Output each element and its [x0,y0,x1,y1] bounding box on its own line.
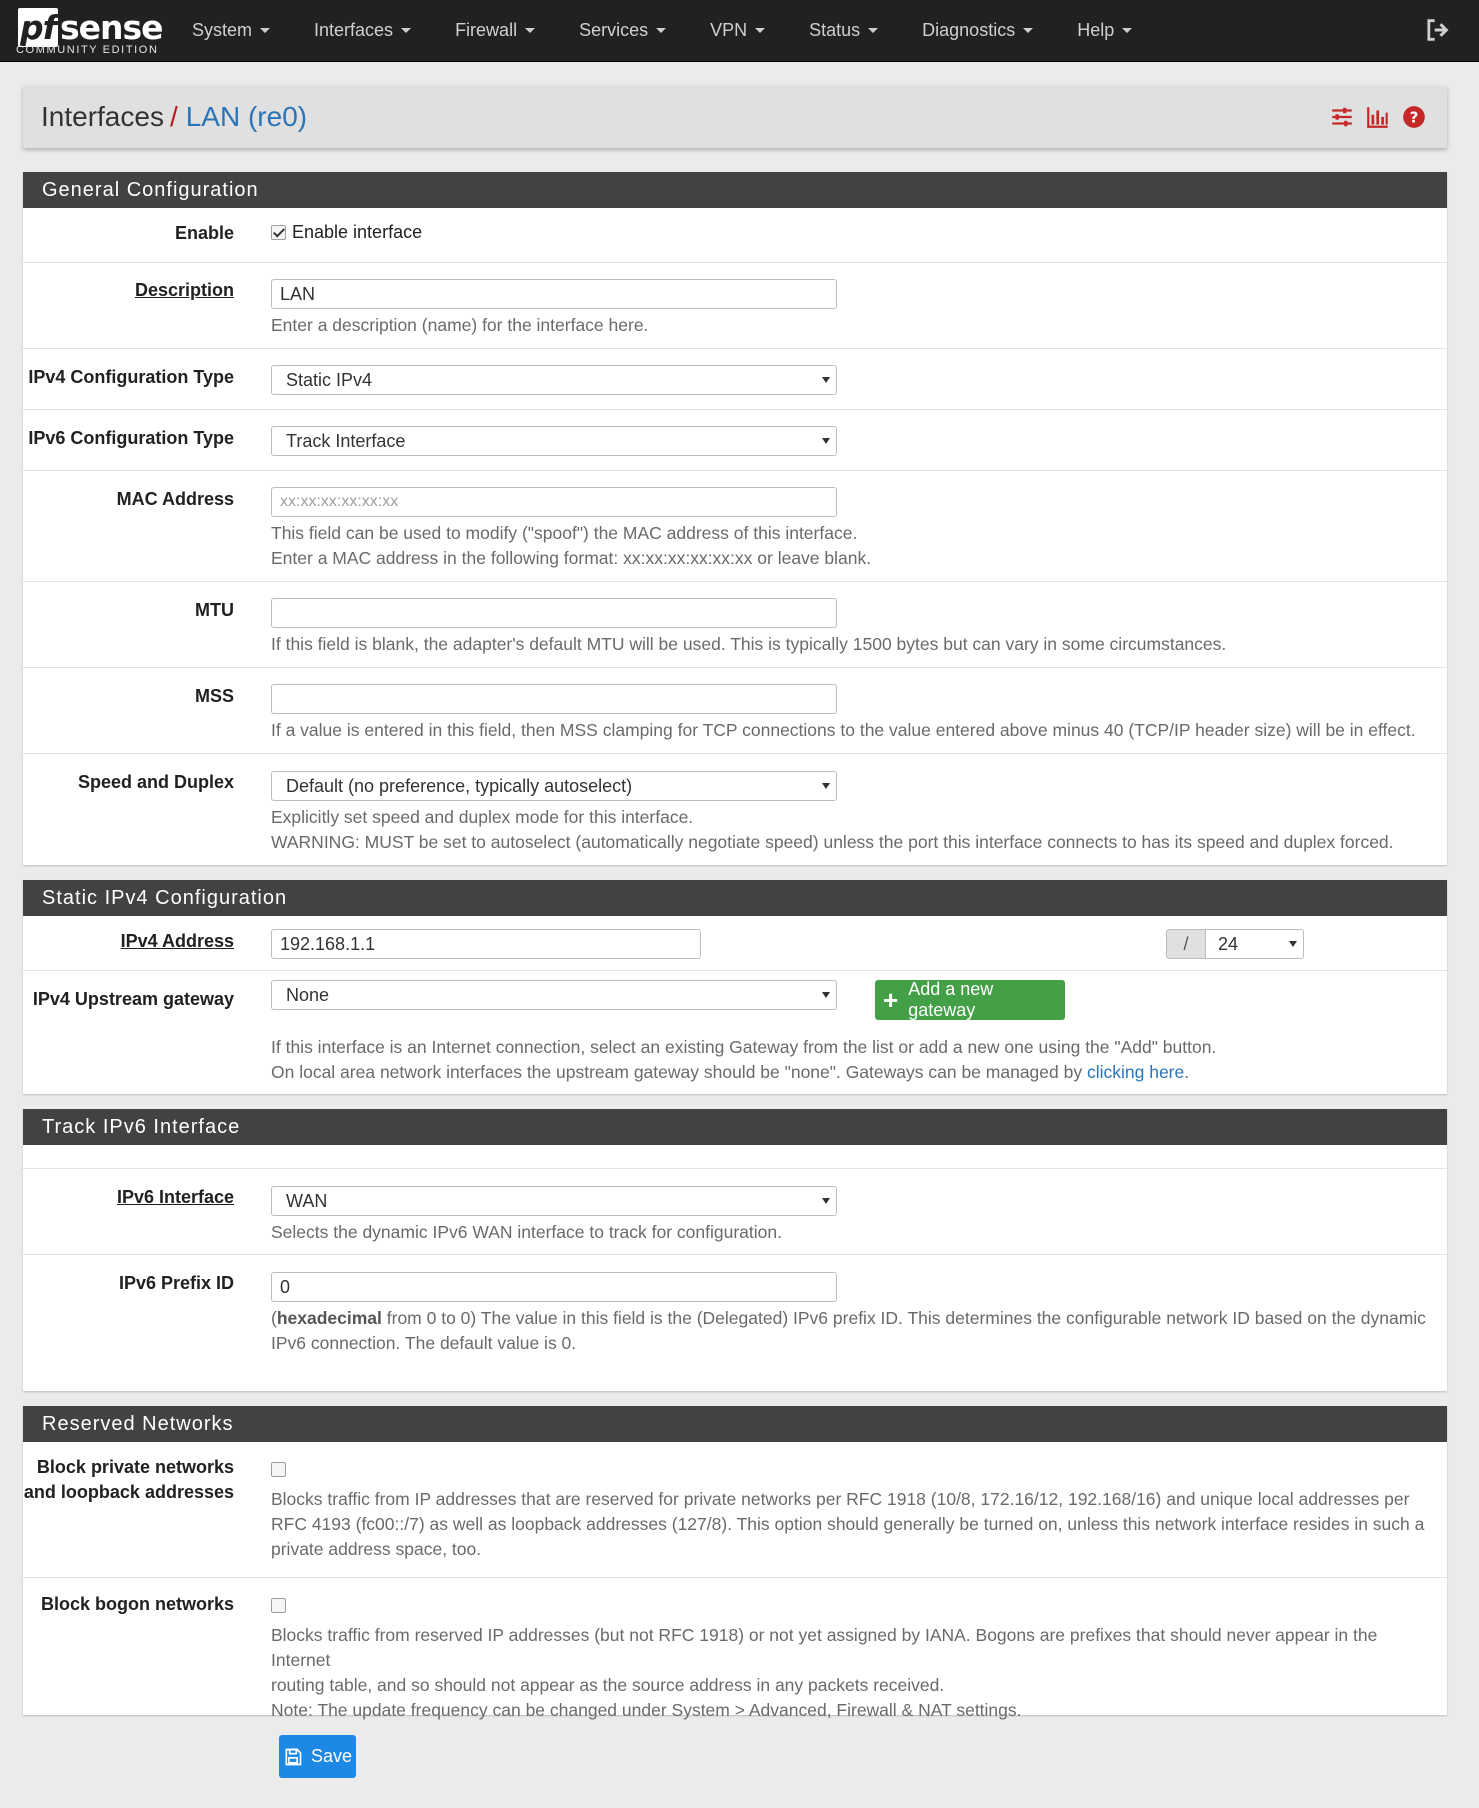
caret-down-icon [525,28,535,33]
ipv6-type-label: IPv6 Configuration Type [28,428,234,448]
svg-text:?: ? [1409,108,1419,127]
menu-status[interactable]: Status [787,0,900,62]
panel-heading: General Configuration [23,172,1447,208]
ipv6-prefix-row [23,1255,1447,1367]
dropdown-arrow-icon [1289,941,1297,947]
ipv6-prefix-label: IPv6 Prefix ID [118,1273,234,1293]
breadcrumb-current[interactable]: LAN (re0) [185,101,308,132]
block-bogon-help-1: Blocks traffic from reserved IP addresses (but not RFC 1918) or not yet assigned by IANA. Bogons are prefixes that should never appear in the Internet [271,1625,1378,1670]
block-bogon-help-3: Note: The update frequency can be changed under System > Advanced, Firewall & NAT settings. [271,1700,1022,1720]
dropdown-arrow-icon [822,1198,830,1204]
description-label[interactable]: Description [134,280,234,300]
logout-icon[interactable] [1423,16,1451,44]
dropdown-arrow-icon [822,377,830,383]
ipv6-interface-label[interactable]: IPv6 Interface [116,1187,234,1207]
dropdown-arrow-icon [822,783,830,789]
ipv6-prefix-input[interactable]: 0 [271,1272,837,1302]
block-bogon-checkbox[interactable] [271,1598,286,1613]
block-private-label: Block private networks and loopback addresses [23,1457,234,1502]
panel-heading: Track IPv6 Interface [23,1109,1447,1145]
mac-row [23,471,1447,582]
ipv6-prefix-help-1: (hexadecimal from 0 to 0) The value in this field is the (Delegated) IPv6 prefix ID. This determines the configurable network ID based on the dynamic [271,1308,1426,1328]
track-ipv6-panel [23,1109,1447,1391]
menu-vpn[interactable]: VPN [688,0,787,62]
description-help: Enter a description (name) for the interface here. [271,315,649,335]
ipv6-type-row [23,410,1447,471]
menu-firewall[interactable]: Firewall [433,0,557,62]
breadcrumb-separator: / [169,101,178,132]
block-private-help-1: Blocks traffic from IP addresses that are reserved for private networks per RFC 1918 (10/8, 172.16/12, 192.168/16) and unique local addresses per [271,1489,1410,1509]
mac-help-1: This field can be used to modify ("spoof") the MAC address of this interface. [271,523,858,543]
cidr-prefix-select[interactable]: 24 [1205,929,1304,959]
gateways-link[interactable]: clicking here [1086,1062,1185,1082]
logo-pf: pf [20,7,56,47]
gateway-help-2: On local area network interfaces the upstream gateway should be "none". Gateways can be managed by clicking here. [271,1062,1190,1082]
mss-input[interactable] [271,684,837,714]
ipv6-interface-row [23,1169,1447,1255]
menu-services[interactable]: Services [557,0,688,62]
ipv4-gateway-row [23,971,1447,1094]
mtu-input[interactable] [271,598,837,628]
ipv4-gateway-label: IPv4 Upstream gateway [32,989,234,1009]
mss-help: If a value is entered in this field, then MSS clamping for TCP connections to the value entered above minus 40 (TCP/IP header size) will be in effect. [271,720,1416,740]
caret-down-icon [1023,28,1033,33]
panel-heading: Static IPv4 Configuration [23,880,1447,916]
speed-duplex-row [23,754,1447,865]
menu-diagnostics[interactable]: Diagnostics [900,0,1055,62]
mac-input[interactable]: xx:xx:xx:xx:xx:xx [271,487,837,517]
speed-help-1: Explicitly set speed and duplex mode for this interface. [271,807,694,827]
description-input[interactable]: LAN [271,279,837,309]
edition-label: COMMUNITY EDITION [16,43,159,56]
dropdown-arrow-icon [822,438,830,444]
bar-chart-icon[interactable] [1365,104,1391,130]
block-private-checkbox[interactable] [271,1462,286,1477]
help-question-icon[interactable] [1401,104,1427,130]
plus-icon: + [883,985,899,1015]
mtu-label: MTU [195,600,234,620]
ipv4-type-row [23,349,1447,410]
caret-down-icon [656,28,666,33]
caret-down-icon [401,28,411,33]
cidr-slash: / [1166,929,1206,959]
main-menu [170,0,1154,62]
reserved-networks-panel [23,1406,1447,1720]
enable-checkbox[interactable] [271,225,286,240]
mac-label: MAC Address [116,489,234,509]
block-bogon-row [23,1578,1447,1720]
dropdown-arrow-icon [822,992,830,998]
block-private-help-2: RFC 4193 (fc00::/7) as well as loopback addresses (127/8). This option should generally be turned on, unless this network interface resides in such a [271,1514,1425,1534]
block-bogon-label: Block bogon networks [40,1594,234,1614]
ipv4-gateway-select[interactable]: None [271,980,837,1010]
ipv6-type-select[interactable]: Track Interface [271,426,837,456]
ipv4-address-row [23,916,1447,971]
logo-sense: sense [59,7,163,47]
enable-label: Enable [174,223,234,243]
ipv4-address-input[interactable]: 192.168.1.1 [271,929,701,959]
panel-heading: Reserved Networks [23,1406,1447,1442]
general-configuration-panel [23,172,1447,865]
caret-down-icon [260,28,270,33]
description-row [23,263,1447,349]
speed-help-2: WARNING: MUST be set to autoselect (automatically negotiate speed) unless the port this interface connects to has its speed and duplex forced. [271,832,1394,852]
menu-help[interactable]: Help [1055,0,1154,62]
breadcrumb-root[interactable]: Interfaces [41,101,164,132]
ipv4-type-label: IPv4 Configuration Type [28,367,234,387]
menu-system[interactable]: System [170,0,292,62]
pfsense-logo[interactable] [0,0,170,62]
save-button[interactable]: Save [279,1735,356,1778]
floppy-disk-icon [283,1747,303,1767]
enable-row [23,208,1447,263]
mac-help-2: Enter a MAC address in the following format: xx:xx:xx:xx:xx:xx or leave blank. [271,548,872,568]
ipv6-interface-help: Selects the dynamic IPv6 WAN interface to track for configuration. [271,1222,782,1242]
enable-checkbox-label[interactable]: Enable interface [292,221,423,242]
mss-label: MSS [194,686,234,706]
block-private-row [23,1442,1447,1578]
caret-down-icon [868,28,878,33]
ipv6-interface-select[interactable]: WAN [271,1186,837,1216]
caret-down-icon [1122,28,1132,33]
block-private-help-3: private address space, too. [271,1539,482,1559]
block-bogon-help-2: routing table, and so should not appear as the source address in any packets received. [271,1675,945,1695]
static-ipv4-panel [23,880,1447,1094]
ipv4-type-select[interactable]: Static IPv4 [271,365,837,395]
caret-down-icon [755,28,765,33]
spacer-row [23,1145,1447,1169]
add-gateway-button[interactable]: + Add a new gateway [875,980,1065,1020]
speed-duplex-select[interactable]: Default (no preference, typically autoselect) [271,771,837,801]
menu-interfaces[interactable]: Interfaces [292,0,433,62]
mtu-help: If this field is blank, the adapter's default MTU will be used. This is typically 1500 bytes but can vary in some circumstances. [271,634,1227,654]
mtu-row [23,582,1447,668]
sliders-icon[interactable] [1329,104,1355,130]
ipv4-address-label[interactable]: IPv4 Address [120,931,234,951]
top-navbar [0,0,1479,62]
ipv6-prefix-help-2: IPv6 connection. The default value is 0. [271,1333,577,1353]
mss-row [23,668,1447,754]
speed-duplex-label: Speed and Duplex [77,772,234,792]
breadcrumb [23,86,1447,148]
gateway-help-1: If this interface is an Internet connection, select an existing Gateway from the list or add a new one using the "Add" button. [271,1037,1217,1057]
